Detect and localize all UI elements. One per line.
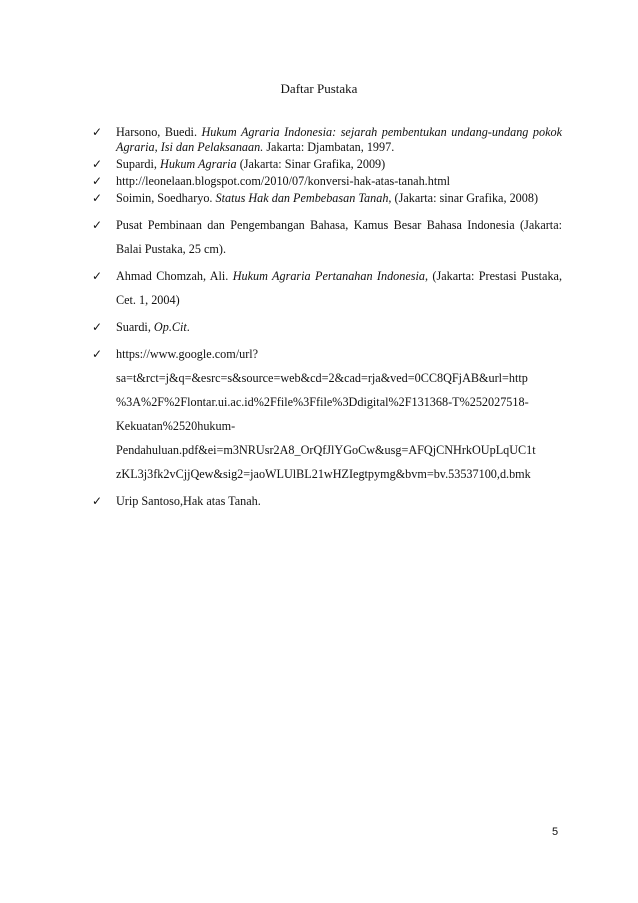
reference-url-line: sa=t&rct=j&q=&esrc=s&source=web&cd=2&cad=rja&ved=0CC8QFjAB&url=http [116,371,528,385]
reference-item [92,125,562,155]
reference-publisher: (Jakarta: Sinar Grafika, 2009) [239,157,386,171]
page-title: Daftar Pustaka [280,81,358,96]
reference-title: Hukum Agraria Indonesia: sejarah pembentukan undang-undang pokok Agraria, Isi dan Pelaksanaan. [116,125,563,154]
reference-title: Op.Cit [153,320,187,334]
reference-item [92,342,562,486]
reference-author: Harsono, Buedi. [116,125,197,139]
reference-author: Suardi, [116,320,151,334]
reference-title: Status Hak dan Pembebasan Tanah [215,191,389,205]
reference-publisher: , (Jakarta: Prestasi Pustaka, Cet. 1, 2004) [116,269,562,307]
reference-url-line: Pendahuluan.pdf&ei=m3NRUsr2A8_OrQfJlYGoCw&usg=AFQjCNHrkOUpLqUC1t [116,443,536,457]
reference-url-line: https://www.google.com/url? [116,347,259,361]
check-mark-icon: ✓ [92,157,103,171]
reference-url-line: %3A%2F%2Flontar.ui.ac.id%2Ffile%3Ffile%3Ddigital%2F131368-T%252027518- [116,395,529,409]
reference-url-line: Kekuatan%2520hukum- [116,419,236,433]
reference-author: Ahmad Chomzah, Ali. [116,269,229,283]
reference-text: Pusat Pembinaan dan Pengembangan Bahasa, Kamus Besar Bahasa Indonesia (Jakarta: Balai Pustaka, 25 cm). [116,218,562,256]
reference-author: Soimin, Soedharyo. [116,191,213,205]
reference-item [92,315,562,339]
check-mark-icon: ✓ [92,218,103,232]
page-number: 5 [552,826,559,838]
reference-url-line: zKL3j3fk2vCjjQew&sig2=jaoWLUlBL21wHZIegtpymg&bvm=bv.53537100,d.bmk [116,467,531,481]
reference-title: Hukum Agraria [160,157,237,171]
reference-item [92,489,562,513]
reference-text: Urip Santoso,Hak atas Tanah. [116,494,261,508]
reference-item [92,157,562,172]
check-mark-icon: ✓ [92,320,103,334]
reference-publisher: , (Jakarta: sinar Grafika, 2008) [388,191,538,205]
reference-url: http://leonelaan.blogspot.com/2010/07/konversi-hak-atas-tanah.html [116,174,451,188]
check-mark-icon: ✓ [92,347,103,361]
reference-title: Hukum Agraria Pertanahan Indonesia [232,269,426,283]
reference-list [92,125,562,516]
check-mark-icon: ✓ [92,125,103,139]
reference-item [92,264,562,312]
check-mark-icon: ✓ [92,191,103,205]
reference-publisher: Jakarta: Djambatan, 1997. [266,140,395,154]
check-mark-icon: ✓ [92,269,103,283]
reference-item [92,213,562,261]
reference-publisher: . [186,320,190,334]
check-mark-icon: ✓ [92,494,103,508]
reference-item [92,186,562,210]
check-mark-icon: ✓ [92,174,103,188]
reference-author: Supardi, [116,157,157,171]
